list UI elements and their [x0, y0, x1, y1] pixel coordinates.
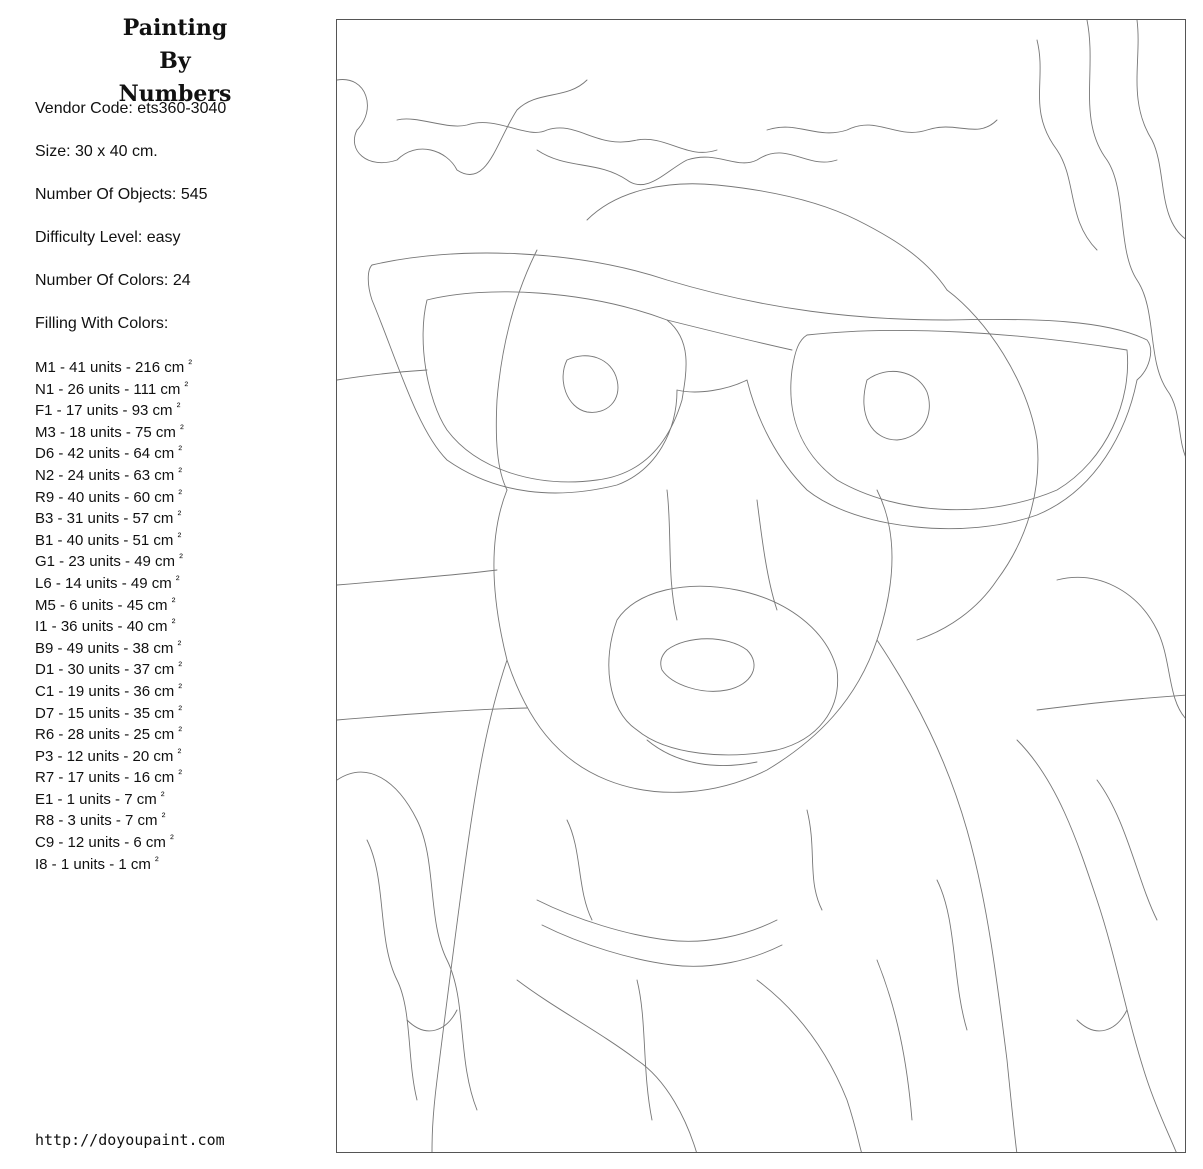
dog-ear-left	[496, 250, 537, 490]
sunglasses-lens-right	[791, 330, 1128, 509]
dog-outline-drawing	[337, 20, 1186, 1153]
fur-contour	[567, 820, 592, 920]
chest-fur	[637, 980, 652, 1120]
title-line-2: By Numbers	[118, 48, 232, 107]
info-panel	[35, 98, 226, 356]
dog-neck	[432, 660, 507, 1153]
foliage-contour	[767, 120, 997, 133]
color-entry: D1 - 30 units - 37 cm $^{^2}$	[35, 660, 183, 679]
tree-trunk	[1137, 20, 1186, 240]
sunglasses-lens-left	[423, 292, 686, 482]
fur-contour	[367, 840, 417, 1100]
color-entry: M5 - 6 units - 45 cm $^{^2}$	[35, 595, 176, 614]
fur-contour	[1057, 577, 1186, 720]
horizon-line	[337, 570, 497, 585]
chest-fur	[517, 980, 697, 1153]
size-info: Size: 30 x 40 cm.	[35, 143, 158, 160]
fur-contour	[937, 880, 967, 1030]
horizon-line	[1037, 695, 1186, 710]
dog-forehead	[587, 184, 947, 290]
color-entry: D6 - 42 units - 64 cm $^{^2}$	[35, 444, 183, 463]
colors-count: Number Of Colors: 24	[35, 272, 191, 289]
color-entry: B9 - 49 units - 38 cm $^{^2}$	[35, 638, 182, 657]
color-entry: M1 - 41 units - 216 cm $^{^2}$	[35, 358, 193, 376]
foliage-contour	[337, 80, 587, 175]
fur-contour	[1077, 1010, 1127, 1031]
color-entry: E1 - 1 units - 7 cm $^{^2}$	[35, 789, 165, 808]
filling-heading: Filling With Colors:	[35, 315, 169, 332]
color-entry: I8 - 1 units - 1 cm $^{^2}$	[35, 854, 159, 873]
foliage-contour	[537, 150, 837, 185]
difficulty-level: Difficulty Level: easy	[35, 229, 181, 246]
dog-snout-ridge	[667, 490, 677, 620]
title-line-1: Painting	[122, 15, 228, 41]
chest-fur	[877, 960, 912, 1120]
dog-snout-ridge	[757, 500, 777, 610]
dog-collar	[542, 925, 782, 966]
dog-eye-right	[864, 371, 929, 440]
color-entry: R8 - 3 units - 7 cm $^{^2}$	[35, 811, 166, 830]
color-entry: N2 - 24 units - 63 cm $^{^2}$	[35, 465, 183, 484]
tree-trunk	[1037, 40, 1097, 250]
page-title	[100, 12, 250, 111]
fur-contour	[337, 772, 477, 1110]
color-entry: C9 - 12 units - 6 cm $^{^2}$	[35, 833, 174, 852]
color-entry: D7 - 15 units - 35 cm $^{^2}$	[35, 703, 183, 722]
foliage-contour	[397, 119, 717, 152]
color-entry: M3 - 18 units - 75 cm $^{^2}$	[35, 422, 184, 441]
dog-nose	[661, 639, 754, 692]
dog-eye-left	[563, 356, 618, 413]
dog-mouth	[647, 740, 757, 766]
dog-neck	[877, 640, 1017, 1153]
dog-head-outline	[494, 490, 892, 792]
color-entry: F1 - 17 units - 93 cm $^{^2}$	[35, 401, 181, 420]
site-url[interactable]: http://doyoupaint.com	[35, 1131, 225, 1149]
sunglasses-bridge	[667, 320, 792, 350]
chest-fur	[757, 980, 862, 1153]
vendor-code: Vendor Code: ets360-3040	[35, 100, 227, 117]
fur-contour	[1017, 740, 1177, 1153]
coloring-canvas	[336, 19, 1186, 1153]
color-entry: R6 - 28 units - 25 cm $^{^2}$	[35, 725, 183, 744]
color-entry: P3 - 12 units - 20 cm $^{^2}$	[35, 746, 182, 765]
sunglasses-frame	[368, 253, 1150, 529]
objects-count: Number Of Objects: 545	[35, 186, 208, 203]
horizon-line	[337, 708, 527, 720]
fur-contour	[1097, 780, 1157, 920]
color-entry: B1 - 40 units - 51 cm $^{^2}$	[35, 530, 182, 549]
color-entry: B3 - 31 units - 57 cm $^{^2}$	[35, 509, 182, 528]
color-entry: G1 - 23 units - 49 cm $^{^2}$	[35, 552, 183, 571]
color-entry: R7 - 17 units - 16 cm $^{^2}$	[35, 768, 183, 787]
color-entry: N1 - 26 units - 111 cm $^{^2}$	[35, 379, 189, 398]
tree-trunk	[1087, 20, 1186, 460]
color-entry: C1 - 19 units - 36 cm $^{^2}$	[35, 681, 183, 700]
fur-contour	[407, 1010, 457, 1031]
color-entry: R9 - 40 units - 60 cm $^{^2}$	[35, 487, 183, 506]
dog-collar	[537, 900, 777, 941]
color-entry: L6 - 14 units - 49 cm $^{^2}$	[35, 573, 180, 592]
dog-ear-right	[917, 290, 1038, 640]
fur-contour	[807, 810, 822, 910]
horizon-line	[337, 370, 427, 380]
color-entry: I1 - 36 units - 40 cm $^{^2}$	[35, 617, 176, 636]
dog-muzzle	[609, 586, 838, 755]
color-list	[35, 357, 192, 875]
